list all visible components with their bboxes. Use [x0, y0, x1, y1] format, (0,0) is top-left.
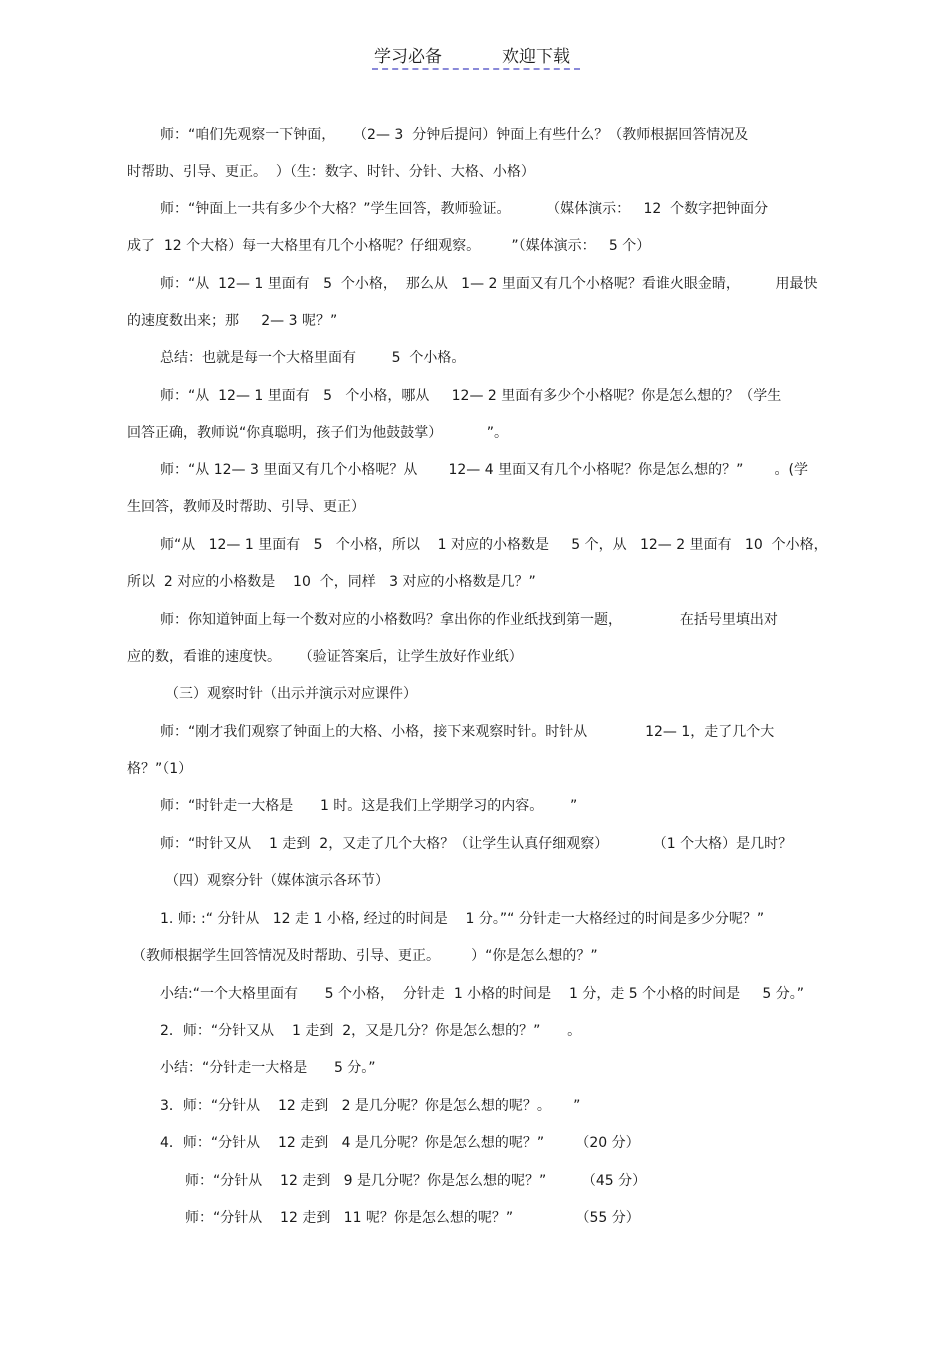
text-line: 师“从 12— 1 里面有 5 个小格，所以 1 对应的小格数是 5 个，从 12— 2 里面有 10 个小格，: [160, 537, 828, 553]
text-line: 师：“分针从 12 走到 11 呢？你是怎么想的呢？” （55 分）: [185, 1210, 640, 1226]
text-line: 的速度数出来；那 2— 3 呢？”: [127, 313, 338, 329]
text-line: 时帮助、引导、更正。 ）（生：数字、时针、分针、大格、小格）: [127, 164, 535, 180]
text-line: 师：“从 12— 1 里面有 5 个小格， 那么从 1— 2 里面又有几个小格呢？看谁火眼金睛， 用最快: [160, 276, 818, 292]
text-line: 1. 师: :“ 分针从 12 走 1 小格, 经过的时间是 1 分。”“ 分针走一大格经过的时间是多少分呢？”: [160, 911, 765, 927]
text-line: 小结:“一个大格里面有 5 个小格， 分针走 1 小格的时间是 1 分，走 5 个小格的时间是 5 分。”: [160, 986, 805, 1002]
header-right-text: 欢迎下载: [502, 47, 570, 67]
text-line: 3．师：“分针从 12 走到 2 是几分呢？你是怎么想的呢？。 ”: [160, 1098, 581, 1114]
text-line: 成了 12 个大格）每一大格里有几个小格呢？仔细观察。 ”（媒体演示： 5 个）: [127, 238, 651, 254]
text-line: 师：“时针又从 1 走到 2，又走了几个大格？（让学生认真仔细观察） （1 个大格）是几时？: [160, 836, 793, 852]
text-line: 总结：也就是每一个大格里面有 5 个小格。: [160, 350, 466, 366]
header-left-text: 学习必备: [374, 47, 442, 67]
text-line: 师：“从 12— 1 里面有 5 个小格，哪从 12— 2 里面有多少个小格呢？你是怎么想的？（学生: [160, 388, 782, 404]
text-line: 师：“从 12— 3 里面又有几个小格呢？从 12— 4 里面又有几个小格呢？你是怎么想的？” 。(学: [160, 462, 808, 478]
text-line: 师：“时针走一大格是 1 时。这是我们上学期学习的内容。 ”: [160, 798, 578, 814]
text-line: 师：“分针从 12 走到 9 是几分呢？你是怎么想的呢？” （45 分）: [185, 1173, 647, 1189]
text-line: 所以 2 对应的小格数是 10 个，同样 3 对应的小格数是几？”: [127, 574, 536, 590]
text-line: 师：你知道钟面上每一个数对应的小格数吗？拿出你的作业纸找到第一题， 在括号里填出对: [160, 612, 778, 628]
text-line: 师：“刚才我们观察了钟面上的大格、小格，接下来观察时针。时针从 12— 1，走了几个大: [160, 724, 775, 740]
text-line: （教师根据学生回答情况及时帮助、引导、更正。 ）“你是怎么想的？”: [132, 948, 598, 964]
text-line: 回答正确，教师说“你真聪明，孩子们为他鼓鼓掌） ”。: [127, 425, 509, 441]
text-line: 师：“咱们先观察一下钟面， （2— 3 分钟后提问）钟面上有些什么？（教师根据回答情况及: [160, 127, 749, 143]
page-header: [372, 40, 580, 70]
text-line: 格？”（1）: [127, 761, 193, 777]
text-line: 2．师：“分针又从 1 走到 2，又是几分？你是怎么想的？” 。: [160, 1023, 582, 1039]
section-heading: （四）观察分针（媒体演示各环节）: [165, 873, 389, 889]
text-line: 师：“钟面上一共有多少个大格？”学生回答，教师验证。 （媒体演示： 12 个数字把钟面分: [160, 201, 769, 217]
text-line: 生回答，教师及时帮助、引导、更正）: [127, 499, 365, 515]
text-line: 4．师：“分针从 12 走到 4 是几分呢？你是怎么想的呢？” （20 分）: [160, 1135, 640, 1151]
text-line: 应的数，看谁的速度快。 （验证答案后，让学生放好作业纸）: [127, 649, 523, 665]
text-line: 小结：“分针走一大格是 5 分。”: [160, 1060, 376, 1076]
section-heading: （三）观察时针（出示并演示对应课件）: [165, 686, 417, 702]
